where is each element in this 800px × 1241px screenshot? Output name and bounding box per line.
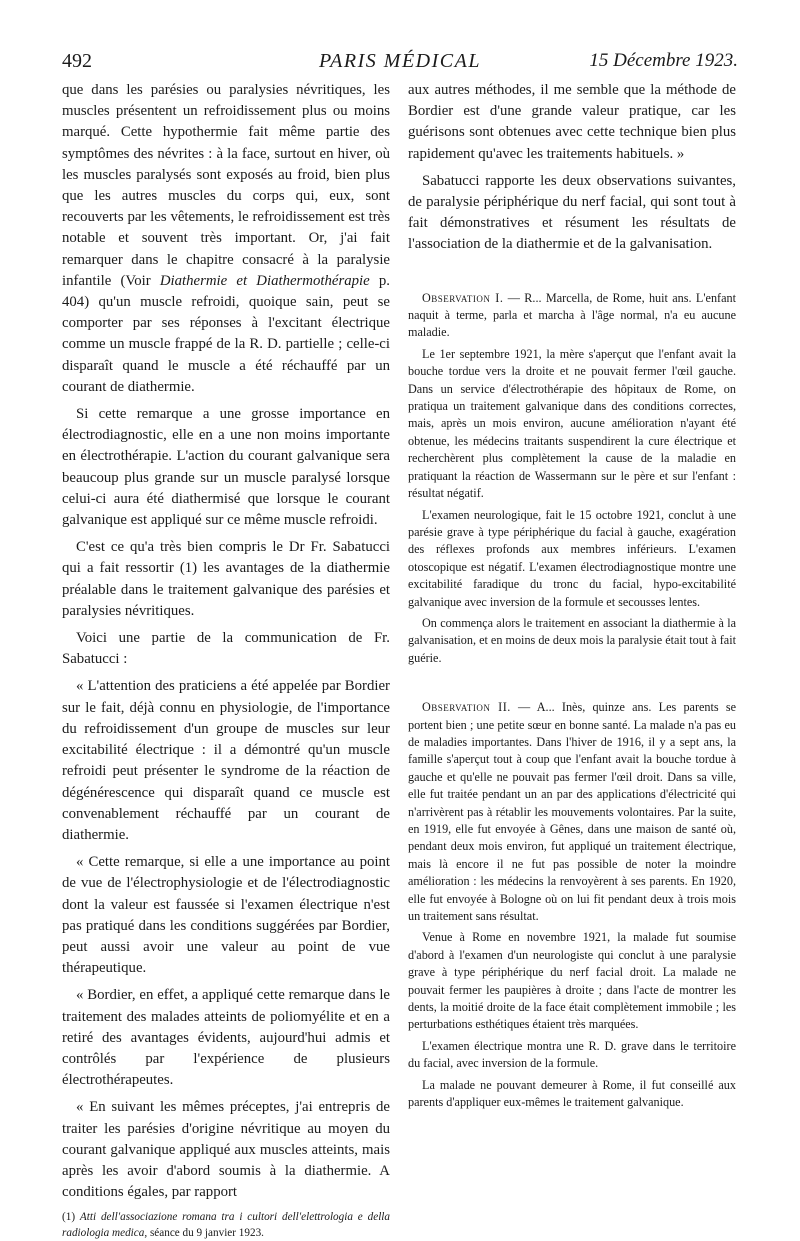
paragraph: Voici une partie de la communication de Fr. Sabatucci : (62, 630, 390, 668)
right-column (408, 80, 736, 1116)
paragraph: C'est ce qu'a très bien compris le Dr Fr. Sabatucci qui a fait ressortir (1) les avantages de la diathermie préalable dans le traitement galvanique des parésies et paralysies névritiques. (62, 539, 390, 619)
observation-1 (408, 290, 736, 342)
observation-text: — A... Inès, quinze ans. Les parents se portent bien ; une petite sœur en bonne santé. La malade n'a pas eu de maladies importantes. Dans l'hiver de 1916, il y a sept ans, la famille s'aperçut tout à coup que l'enfant avait la bouche tordue à gauche et qu'elle ne pouvait pas fermer l'œil droit. Dans sa ville, elle fut traitée pendant un an par des applications d'électricité qui n'arrivèrent pas à rétablir les mouvements volontaires. Par la suite, en 1919, elle fut envoyée à Gênes, dans une maison de santé où, pendant deux mois environ, fut appliqué un traitement électrique, mais là encore il ne fut pas possible de noter la moindre amélioration : les médecins la renvoyèrent à ses parents. En 1920, elle fut envoyée à Bologne où on lui fit pendant deux à trois mois un traitement sans résultat. (408, 700, 737, 924)
observation-paragraph: La malade ne pouvant demeurer à Rome, il fut conseillé aux parents d'appliquer eux-mêmes le traitement galvanique. (408, 1077, 736, 1110)
footnote-date: séance du 9 janvier 1923. (149, 1227, 264, 1240)
page-header (62, 50, 738, 80)
quote-paragraph: « Cette remarque, si elle a une importance au point de vue de l'électrophysiologie et de l'électrodiagnostic dont la valeur est faussée si l'examen électrique n'est pas pratiqué dans les conditions suggérées par Bordier, peut aussi avoir une valeur au point de vue thérapeutique. (62, 854, 390, 977)
quote-paragraph: « Bordier, en effet, a appliqué cette remarque dans le traitement des malades atteints de poliomyélite et en a retiré des avantages évidents, aujourd'hui admis et contrôlés par l'expérience de plusieurs électrothérapeutes. (62, 987, 390, 1089)
paragraph-text: que dans les parésies ou paralysies névritiques, les muscles présentent un refroidissement plus ou moins marqué. Cette hypothermie fait même partie des symptômes des névrites : à la face, surtout en hiver, où les muscles paralysés sont exposés au froid, bien plus que les autres muscles du corps qui, eux, sont recouverts par les vêtements, le refroidissement est très notable et souvent très important. Or, j'ai fait remarquer dans le chapitre consacré à la paralysie infantile (Voir (62, 82, 390, 289)
page-number: 492 (62, 50, 92, 72)
observation-label: Observation I. (422, 290, 504, 305)
journal-title: PARIS MÉDICAL (319, 50, 481, 72)
spacer (408, 671, 736, 699)
observation-paragraph: L'examen électrique montra une R. D. grave dans le territoire du facial, avec inversion de la formule. (408, 1038, 736, 1071)
issue-date: 15 Décembre 1923. (589, 50, 738, 71)
paragraph (62, 80, 390, 398)
observation-paragraph: Le 1er septembre 1921, la mère s'aperçut que l'enfant avait la bouche tordue vers la droite et ne pouvait fermer l'œil gauche. Dans un service d'électrothérapie des hôpitaux de Rome, on pratiqua un traitement galvanique dans des conditions correctes, mais, après un mois environ, aucune amélioration n'ayant été obtenue, les médecins traitants suspendirent la cure électrique et recherchèrent plus complètement la cause de la maladie en pratiquant la réaction de Wassermann sur le père et sur l'enfant : résultat négatif. (408, 346, 736, 501)
paragraph: Sabatucci rapporte les deux observations suivantes, de paralysie périphérique du nerf facial, qui sont tout à fait démonstratives et résument les résultats de l'association de la diathermie et de la galvanisation. (408, 172, 736, 253)
spacer (408, 262, 736, 290)
paragraph-text: p. 404) qu'un muscle refroidi, quoique sain, peut se comporter par ses réponses à l'excitant électrique comme un muscle frappé de la R. D. partielle ; celle-ci disparaît quand le muscle a été réchauffé par un courant de diathermie. (62, 272, 390, 395)
quote-paragraph: « En suivant les mêmes préceptes, j'ai entrepris de traiter les parésies d'origine névritique au moyen du courant galvanique appliqué aux muscles atteints, mais après les avoir d'abord soumis à la diathermie. A conditions égales, par rapport (62, 1099, 390, 1201)
observation-2 (408, 699, 736, 925)
footnote-source: Atti dell'associazione romana tra i cultori dell'elettrologia e della radiologia medica, (62, 1211, 391, 1240)
left-column (62, 80, 390, 1241)
footnote-number: (1) (62, 1211, 76, 1224)
observation-paragraph: On commença alors le traitement en associant la diathermie à la galvanisation, et en moins de deux mois la paralysie était tout à fait guérie. (408, 615, 736, 665)
observation-text: — R... Marcella, de Rome, huit ans. L'enfant naquit à terme, parla et marcha à l'âge normal, n'a eu aucune maladie. (408, 290, 737, 340)
footnote (62, 1209, 390, 1241)
quote-paragraph: aux autres méthodes, il me semble que la méthode de Bordier est d'une grande valeur pratique, car les guérisons sont obtenues avec cette technique bien plus rapidement qu'avec les traitements habituels. » (408, 82, 736, 162)
book-title: Diathermie et Diathermothérapie (159, 272, 370, 289)
observation-label: Observation II. (422, 700, 511, 715)
paragraph: Si cette remarque a une grosse importance en électrodiagnostic, elle en a une non moins importante en électrothérapie. L'action du courant galvanique sera beaucoup plus grande sur un muscle paralysé lorsque celui-ci aura été diathermisé que lorsque le courant galvanique est appliqué sur ce même muscle refroidi. (62, 406, 390, 529)
quote-paragraph: « L'attention des praticiens a été appelée par Bordier sur le fait, déjà connu en physiologie, de l'importance du refroidissement d'un groupe de muscles sur leur excitabilité électrique : il a démontré qu'un muscle refroidi peut présenter le syndrome de la réaction de dégénérescence qui disparaît quand ce muscle est convenablement réchauffé par un courant de diathermie. (62, 678, 390, 843)
observation-paragraph: Venue à Rome en novembre 1921, la malade fut soumise d'abord à l'examen d'un neurologiste qui conclut à une paralysie grave à type périphérique du nerf facial droit. La malade ne pouvait fermer les paupières à droite ; dans l'acte de montrer les dents, la moitié droite de la face était complètement immobile ; les perturbations esthétiques étaient très marquées. (408, 930, 736, 1032)
observation-paragraph: L'examen neurologique, fait le 15 octobre 1921, conclut à une parésie grave à type périphérique du facial à gauche, exagération des réflexes profonds aux membres inférieurs. L'examen otoscopique est négatif. L'examen électrodiagnostique montre une excitabilité faradique du tronc du facial, hypo-excitabilité galvanique avec inversion de la formule et secousses lentes. (408, 507, 736, 609)
